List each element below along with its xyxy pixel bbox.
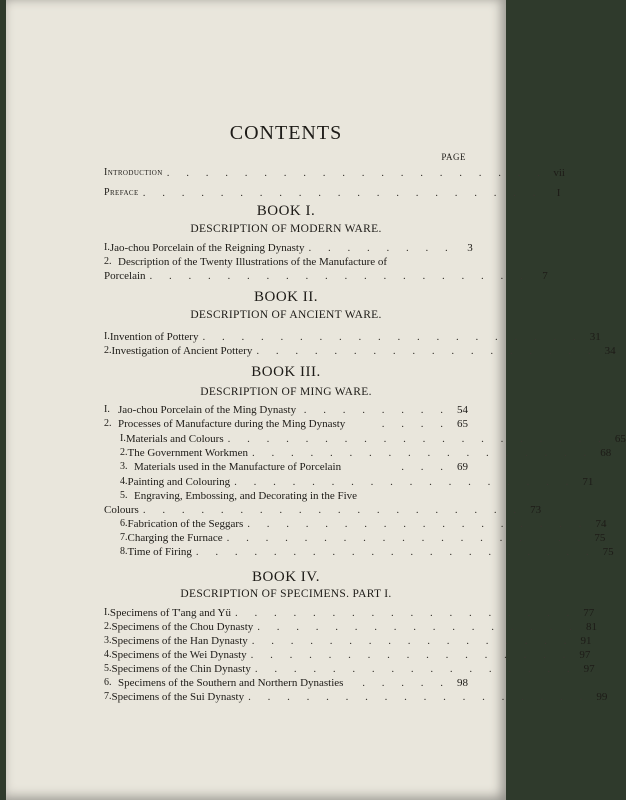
entry-number: 4. bbox=[104, 649, 112, 660]
entry-page: I bbox=[556, 187, 561, 199]
entry-page: 97 bbox=[583, 663, 595, 675]
toc-entry-preface[interactable] bbox=[104, 186, 561, 200]
entry-label: Fabrication of the Seggars bbox=[127, 518, 244, 530]
entry-label: Specimens of the Chou Dynasty bbox=[111, 621, 254, 633]
entry-page: 75 bbox=[594, 532, 606, 544]
book-heading: BOOK I. bbox=[256, 203, 316, 219]
page-title: CONTENTS bbox=[229, 122, 343, 144]
entry-page: vii bbox=[553, 167, 565, 179]
toc-entry[interactable] bbox=[104, 648, 591, 662]
leader-dots: . . . . . . . . . . . . . . . . . . bbox=[234, 476, 576, 488]
toc-subentry[interactable] bbox=[104, 460, 468, 474]
entry-number: 5. bbox=[104, 663, 112, 674]
leader-dots: . . . . . . . . . . . . . . . . . bbox=[254, 663, 577, 675]
entry-label: Specimens of the Sui Dynasty bbox=[111, 691, 245, 703]
toc-subentry-continuation[interactable] bbox=[104, 503, 542, 517]
entry-label: Invention of Pottery bbox=[109, 331, 199, 343]
leader-dots: . . . . . . . . . . . . . . . . . bbox=[251, 635, 574, 647]
leader-dots: . . . . . . . . . . . . . . . . . . . bbox=[226, 532, 588, 544]
page-column-header: PAGE bbox=[441, 152, 466, 162]
toc-subentry[interactable] bbox=[104, 545, 614, 559]
entry-page: 77 bbox=[583, 607, 595, 619]
entry-number: 2. bbox=[104, 256, 112, 267]
toc-subentry[interactable] bbox=[104, 446, 612, 460]
leader-dots: . . . . . . . . . . . . . . . . . . . . bbox=[166, 167, 547, 179]
entry-number: 2. bbox=[120, 447, 128, 458]
toc-entry[interactable] bbox=[104, 344, 616, 358]
leader-dots: . . . . . . . . . . . . . . . . . . . . bbox=[142, 504, 524, 516]
entry-number: 8. bbox=[120, 546, 128, 557]
entry-label: Processes of Manufacture during the Ming Dynasty bbox=[118, 418, 346, 430]
leader-dots: . . . . . . . . . . . . . . . . . . . . . bbox=[195, 546, 596, 558]
entry-number: I. bbox=[104, 331, 110, 342]
toc-entry[interactable] bbox=[104, 620, 598, 634]
entry-number: 6. bbox=[120, 518, 128, 529]
entry-label: Charging the Furnace bbox=[127, 532, 223, 544]
entry-label: Materials and Colours bbox=[125, 433, 224, 445]
entry-page: 74 bbox=[595, 518, 607, 530]
leader-dots: . . . . . . . . . . . . . . . . . bbox=[250, 649, 573, 661]
entry-page: 3 bbox=[467, 242, 473, 254]
toc-entry[interactable] bbox=[104, 417, 468, 431]
entry-page: 54 bbox=[457, 404, 468, 416]
book-heading: BOOK III. bbox=[251, 364, 321, 380]
leader-dots: . . . . . . . . . . . . . . . . . . . . . bbox=[142, 187, 543, 199]
toc-entry[interactable] bbox=[104, 662, 595, 676]
entry-number: I. bbox=[104, 607, 110, 618]
toc-subentry[interactable] bbox=[104, 489, 468, 503]
entry-label: Specimens of the Southern and Northern Dynasties bbox=[118, 677, 344, 689]
leader-dots: . . . . . bbox=[362, 677, 450, 689]
entry-label: Porcelain bbox=[104, 270, 146, 282]
entry-page: 75 bbox=[602, 546, 614, 558]
leader-dots: . . . . . . . . . . . . . . . . . . . . bbox=[149, 270, 530, 282]
toc-entry[interactable] bbox=[104, 634, 592, 648]
toc-subentry[interactable] bbox=[104, 517, 607, 531]
entry-page: 7 bbox=[542, 270, 548, 282]
toc-subentry[interactable] bbox=[104, 475, 594, 489]
toc-entry-introduction[interactable] bbox=[104, 166, 565, 180]
entry-page: 73 bbox=[530, 504, 542, 516]
book-heading: BOOK II. bbox=[254, 289, 318, 305]
entry-page: 71 bbox=[582, 476, 594, 488]
entry-label: Specimens of the Han Dynasty bbox=[111, 635, 248, 647]
toc-entry[interactable] bbox=[104, 676, 468, 690]
entry-number: I. bbox=[104, 404, 110, 415]
section-heading: DESCRIPTION OF ANCIENT WARE. bbox=[190, 309, 382, 321]
entry-label: Jao-chou Porcelain of the Ming Dynasty bbox=[118, 404, 297, 416]
entry-page: 31 bbox=[589, 331, 601, 343]
entry-label: Jao-chou Porcelain of the Reigning Dynasty bbox=[109, 242, 305, 254]
entry-number: I. bbox=[104, 242, 110, 253]
toc-subentry[interactable] bbox=[104, 531, 606, 545]
toc-entry[interactable] bbox=[104, 606, 595, 620]
entry-page: 91 bbox=[580, 635, 592, 647]
entry-page: 81 bbox=[586, 621, 598, 633]
entry-page: 65 bbox=[614, 433, 626, 445]
entry-number: 7. bbox=[104, 691, 112, 702]
entry-number: 2. bbox=[104, 418, 112, 429]
entry-number: 6. bbox=[104, 677, 112, 688]
book-heading: BOOK IV. bbox=[252, 569, 320, 585]
book-page bbox=[6, 0, 626, 800]
leader-dots: . . . . . . . . . . . . . . . . . . bbox=[248, 691, 590, 703]
entry-label: Time of Firing bbox=[127, 546, 192, 558]
section-heading: DESCRIPTION OF SPECIMENS. PART I. bbox=[180, 588, 392, 600]
entry-label: Introduction bbox=[104, 167, 163, 178]
entry-number: 7. bbox=[120, 532, 128, 543]
entry-page: 68 bbox=[600, 447, 612, 459]
entry-number: 5. bbox=[120, 490, 128, 501]
leader-dots: . . . . . . . . bbox=[303, 404, 450, 416]
section-heading: DESCRIPTION OF MING WARE. bbox=[200, 386, 372, 398]
leader-dots: . . . . . . . . . . . . . . . . . . bbox=[234, 607, 577, 619]
entry-page: 69 bbox=[457, 461, 468, 473]
leader-dots: . . . . . . . . . . . . . . . . . . . . bbox=[227, 433, 608, 445]
entry-label: Painting and Colouring bbox=[127, 476, 231, 488]
toc-entry[interactable] bbox=[104, 403, 468, 417]
leader-dots: . . . . . . . . bbox=[308, 242, 455, 254]
toc-entry[interactable] bbox=[104, 330, 601, 344]
entry-page: 97 bbox=[579, 649, 591, 661]
leader-dots: . . . . . . . . . . . . . . . . . . bbox=[256, 345, 598, 357]
leader-dots: . . . . . . . . . . . . . . . . . bbox=[257, 621, 580, 633]
leader-dots: . . . bbox=[401, 461, 450, 473]
entry-label: Colours bbox=[104, 504, 139, 516]
leader-dots: . . . . . . . . . . . . . . . . . . . . bbox=[202, 331, 583, 343]
toc-subentry[interactable] bbox=[104, 432, 626, 446]
leader-dots: . . . . bbox=[381, 418, 450, 430]
entry-label: Description of the Twenty Illustrations of the Manufacture of bbox=[118, 256, 388, 268]
entry-label: Engraving, Embossing, and Decorating in the Five bbox=[134, 490, 358, 502]
entry-number: 2. bbox=[104, 345, 112, 356]
leader-dots: . . . . . . . . . . . . . . . . . . bbox=[247, 518, 589, 530]
entry-number: 3. bbox=[104, 635, 112, 646]
entry-label: Investigation of Ancient Pottery bbox=[111, 345, 253, 357]
entry-number: 3. bbox=[120, 461, 128, 472]
section-heading: DESCRIPTION OF MODERN WARE. bbox=[190, 223, 382, 235]
entry-label: The Government Workmen bbox=[127, 447, 248, 459]
toc-entry[interactable] bbox=[104, 241, 473, 255]
entry-label: Specimens of T'ang and Yü bbox=[109, 607, 231, 619]
entry-number: 2. bbox=[104, 621, 112, 632]
entry-label: Materials used in the Manufacture of Porcelain bbox=[134, 461, 342, 473]
entry-label: Specimens of the Chin Dynasty bbox=[111, 663, 251, 675]
entry-number: I. bbox=[120, 433, 126, 444]
entry-label: Specimens of the Wei Dynasty bbox=[111, 649, 247, 661]
entry-page: 98 bbox=[457, 677, 468, 689]
toc-entry[interactable] bbox=[104, 255, 468, 269]
entry-page: 34 bbox=[604, 345, 616, 357]
entry-number: 4. bbox=[120, 476, 128, 487]
toc-entry[interactable] bbox=[104, 690, 608, 704]
entry-page: 99 bbox=[596, 691, 608, 703]
entry-label: Preface bbox=[104, 187, 139, 198]
entry-page: 65 bbox=[457, 418, 468, 430]
toc-entry-continuation[interactable] bbox=[104, 269, 548, 283]
leader-dots: . . . . . . . . . . . . . . . . . . bbox=[252, 447, 594, 459]
